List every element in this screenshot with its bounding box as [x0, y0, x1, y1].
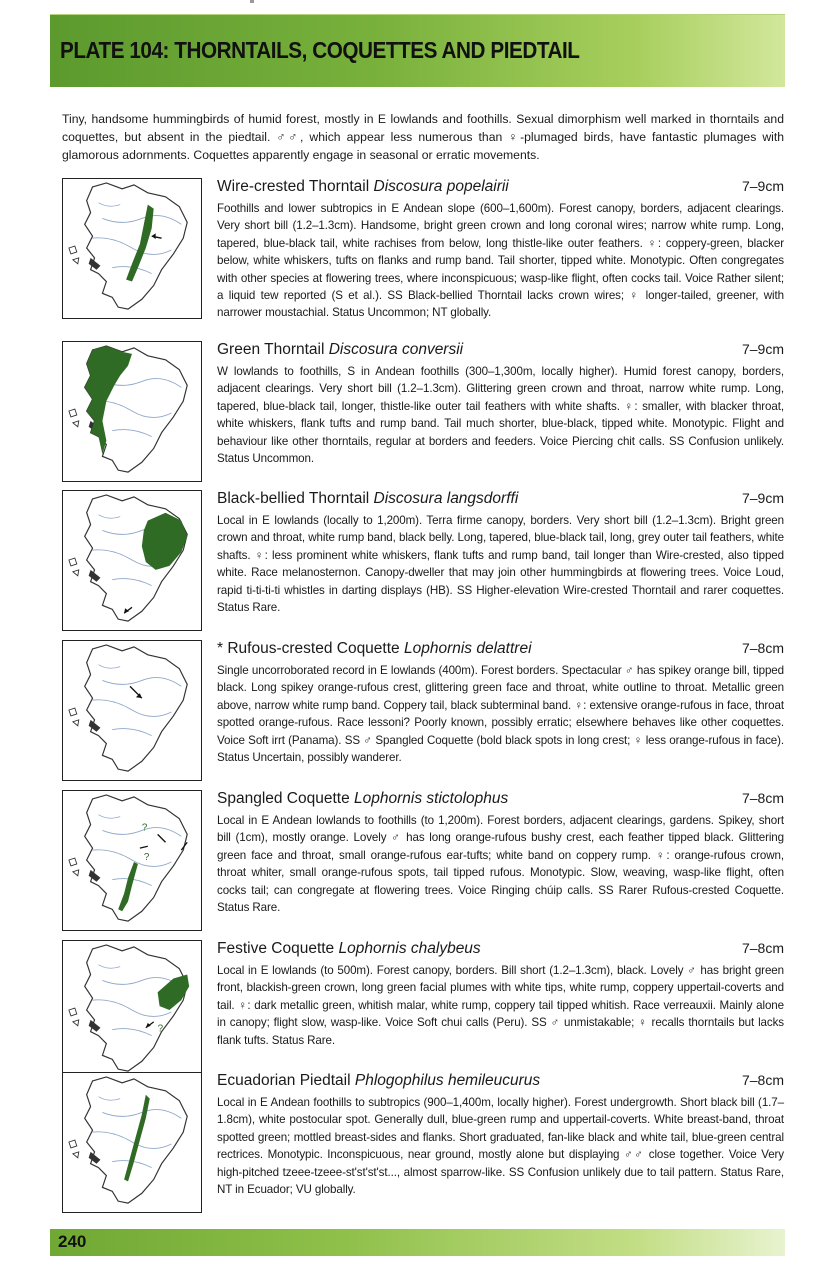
- svg-text:?: ?: [157, 1023, 164, 1035]
- plate-header: [50, 14, 785, 87]
- page-top-mark: [250, 0, 254, 3]
- species-entry-wire-crested-thorntail: [62, 178, 784, 323]
- svg-text:?: ?: [141, 822, 148, 834]
- plate-title: PLATE 104: THORNTAILS, COQUETTES AND PIEDTAIL: [60, 37, 580, 63]
- species-size: 7–8cm: [741, 790, 784, 806]
- species-entry-rufous-crested-coquette: [62, 640, 784, 785]
- page-number: 240: [58, 1232, 87, 1251]
- species-description: Local in E Andean foothills to subtropics (900–1,400m, locally higher). Forest undergrowth. Short black bill (1.7–1.8cm), white postocular spot. Generally dull, blue-green rump and uppertail-coverts. White breast-band, throat spotted green; mottled breast-sides and flanks. Short graduated, fan-like black and white tail, blue-green central rectrices. Monotypic. Inconspicuous, near ground, mostly alone but displaying ♂♂ close together. Voice Very high-pitched tzeee-tzeee-st'st'st'st..., almost sparrow-like. SS Confusion unlikely due to tail pattern. Status Rare, NT in Ecuador; VU globally.: [217, 1096, 784, 1197]
- species-description: Local in E lowlands (to 500m). Forest canopy, borders. Bill short (1.2–1.3cm), black. Lovely ♂ has bright green front, blackish-green crown, long green facial plumes with white tips, white rump, coppery uppertail-coverts and tail. ♀: dark metallic green, whitish malar, white rump, coppery tail tipped whitish. Race verreauxii. Mainly alone in canopy; flight slow, wasp-like. Voice Soft chui calls (Peru). SS ♂ unmistakable; ♀ recalls thorntails but lacks flank tufts. Status Rare.: [217, 964, 784, 1047]
- species-description: Local in E lowlands (locally to 1,200m). Terra firme canopy, borders. Very short bill (1.2–1.3cm). Bright green crown and throat, white rump band, black belly. Long, tapered, blue-black tail, long, grey outer tail feathers, white shafts. ♀: less prominent white whiskers, flank tufts and rump band, tail longer than Wire-crested, also tipped white. Race melanosternon. Canopy-dweller that may join other hummingbirds at flowering trees. Voice Loud, rapid ti-ti-ti-ti whistles in darting displays (HB). SS Higher-elevation Wire-crested Thorntail and rarer coquettes. Status Rare.: [217, 514, 784, 615]
- species-entry-black-bellied-thorntail: [62, 490, 784, 635]
- page-footer: [50, 1229, 785, 1256]
- range-map: [62, 341, 202, 482]
- species-name: * Rufous-crested Coquette Lophornis delattrei: [217, 640, 532, 657]
- species-size: 7–8cm: [741, 940, 784, 956]
- species-entry-ecuadorian-piedtail: [62, 1072, 784, 1217]
- range-map: [62, 1072, 202, 1213]
- range-map: [62, 178, 202, 319]
- species-name: Festive Coquette Lophornis chalybeus: [217, 940, 481, 957]
- range-map: [62, 790, 202, 931]
- species-name: Black-bellied Thorntail Discosura langsdorffi: [217, 490, 519, 507]
- species-name: Green Thorntail Discosura conversii: [217, 341, 464, 358]
- species-entry-festive-coquette: [62, 940, 784, 1085]
- species-name: Spangled Coquette Lophornis stictolophus: [217, 790, 509, 807]
- species-description: Foothills and lower subtropics in E Andean slope (600–1,600m). Forest canopy, borders, adjacent clearings. Very short bill (1.2–1.3cm). Handsome, bright green crown and long coronal wires; narrow white rump. Long, tapered, blue-black tail, white rachises from below, long thistle-like outer feathers. ♀: coppery-green, blacker below, white whiskers, tufts on flanks and rump band. Tail shorter, tipped white. Monotypic. Often congregates with other species at flowering trees, where inconspicuous; wasp-like flight, often cocks tail. Voice Rather silent; a liquid tew reported (S et al.). SS Black-bellied Thorntail lacks crown wires; ♀ longer-tailed, greener, with narrower moustachial. Status Uncommon; NT globally.: [217, 202, 784, 320]
- species-description: Single uncorroborated record in E lowlands (400m). Forest borders. Spectacular ♂ has spikey orange bill, tipped black. Long spikey orange-rufous crest, glittering green face and throat, white outline to throat. Metallic green above, narrow white rump band. Coppery tail, black subterminal band. ♀: extensive orange-rufous in face, throat spotted orange-rufous. Race lessoni? Poorly known, possibly erratic; elsewhere behaves like other coquettes. Voice Soft irrt (Panama). SS ♂ Spangled Coquette (bold black spots in long crest; ♀ less orange-rufous in face). Status Uncertain, possibly wanderer.: [217, 664, 784, 765]
- range-map: [62, 640, 202, 781]
- species-entry-green-thorntail: [62, 341, 784, 486]
- intro-paragraph: Tiny, handsome hummingbirds of humid forest, mostly in E lowlands and foothills. Sexual dimorphism well marked in thorntails and coquettes, but absent in the piedtail. ♂♂, which appear less numerous than ♀-plumaged birds, have fantastic plumages with glamorous adornments. Coquettes apparently engage in seasonal or erratic movements.: [62, 112, 784, 162]
- svg-text:?: ?: [143, 852, 150, 864]
- species-description: Local in E Andean lowlands to foothills (to 1,200m). Forest borders, adjacent clearings, gardens. Spikey, short bill (1cm), mostly orange. Lovely ♂ has long orange-rufous bushy crest, each feather tipped black. Glittering green face and throat, small orange-rufous ear-tufts; white band on coppery rump. ♀: orange-rufous crown, throat whiter, small orange-rufous spots, tail tipped rufous. Monotypic. Slow, weaving, wasp-like flight, often cocks tail; can congregate at flowering trees. Voice Ringing chúip calls. SS Rarer Rufous-crested Coquette. Status Rare.: [217, 814, 784, 915]
- species-size: 7–8cm: [741, 640, 784, 656]
- species-size: 7–9cm: [741, 490, 784, 506]
- species-size: 7–9cm: [741, 178, 784, 194]
- species-size: 7–8cm: [741, 1072, 784, 1088]
- species-name: Wire-crested Thorntail Discosura popelairii: [217, 178, 509, 195]
- species-size: 7–9cm: [741, 341, 784, 357]
- range-map: [62, 940, 202, 1081]
- range-map: [62, 490, 202, 631]
- species-description: W lowlands to foothills, S in Andean foothills (300–1,300m, locally higher). Humid forest canopy, borders, adjacent clearings. Very short bill (1.2–1.3cm). Glittering green crown and throat, narrow white rump. Long, tapered, blue-black tail, longer, thistle-like outer tail feathers with white shafts. ♀: smaller, with blacker throat, white whiskers, flank tufts and rump band. Tail much shorter, blue-black, tipped white. Monotypic. Flight and behaviour like other thorntails, regular at borders and feeders. Voice Piercing chit calls. SS Confusion unlikely. Status Uncommon.: [217, 365, 784, 466]
- species-name: Ecuadorian Piedtail Phlogophilus hemileucurus: [217, 1072, 541, 1089]
- species-entry-spangled-coquette: [62, 790, 784, 935]
